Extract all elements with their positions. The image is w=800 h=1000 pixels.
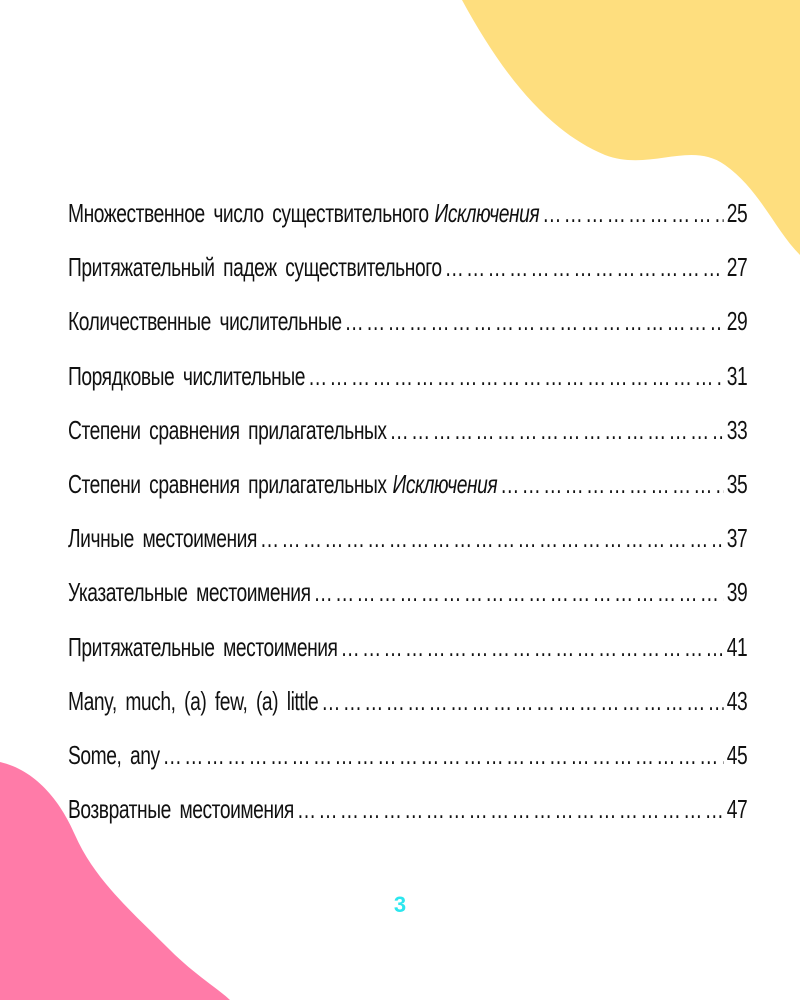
toc-entry[interactable] bbox=[68, 620, 747, 674]
toc-entry[interactable] bbox=[68, 728, 747, 782]
dot-leader bbox=[321, 674, 724, 728]
dot-leader bbox=[297, 782, 724, 836]
toc-entry-page: 43 bbox=[726, 685, 748, 716]
dot-leader bbox=[314, 565, 724, 619]
toc-entry-title: Степени сравнения прилагательных bbox=[68, 468, 387, 499]
dot-leader bbox=[340, 620, 723, 674]
toc-entry-title: Притяжательный падеж существительного bbox=[68, 252, 442, 283]
toc-entry-page: 35 bbox=[726, 468, 748, 499]
dot-leader bbox=[345, 294, 724, 348]
toc-entry-note: Исключения bbox=[392, 468, 498, 499]
toc-entry-title: Указательные местоимения bbox=[68, 577, 311, 608]
toc-entry-page: 25 bbox=[726, 198, 748, 228]
dot-leader bbox=[163, 728, 724, 782]
toc-entry[interactable] bbox=[68, 565, 747, 619]
toc-entry-page: 37 bbox=[726, 523, 748, 554]
toc-entry-page: 41 bbox=[726, 631, 748, 662]
toc-entry[interactable] bbox=[68, 186, 747, 240]
toc-entry[interactable] bbox=[68, 240, 747, 294]
toc-entry[interactable] bbox=[68, 349, 747, 403]
toc-entry-page: 31 bbox=[726, 360, 748, 391]
dot-leader bbox=[542, 186, 724, 240]
table-of-contents bbox=[68, 186, 748, 836]
toc-entry[interactable] bbox=[68, 403, 747, 457]
toc-entry-title: Множественное число существительного bbox=[68, 198, 429, 228]
toc-entry-title: Личные местоимения bbox=[68, 523, 257, 554]
toc-entry[interactable] bbox=[68, 782, 747, 836]
toc-entry-page: 33 bbox=[726, 414, 748, 445]
toc-entry[interactable] bbox=[68, 457, 747, 511]
toc-entry[interactable] bbox=[68, 294, 747, 348]
toc-entry-page: 45 bbox=[726, 739, 748, 770]
toc-entry-title: Количественные числительные bbox=[68, 306, 342, 337]
dot-leader bbox=[390, 403, 724, 457]
dot-leader bbox=[260, 511, 724, 565]
toc-entry[interactable] bbox=[68, 511, 747, 565]
toc-entry-title: Степени сравнения прилагательных bbox=[68, 414, 387, 445]
toc-entry-title: Порядковые числительные bbox=[68, 360, 306, 391]
toc-entry[interactable] bbox=[68, 674, 747, 728]
toc-entry-page: 27 bbox=[726, 252, 748, 283]
dot-leader bbox=[500, 457, 724, 511]
toc-entry-title: Притяжательные местоимения bbox=[68, 631, 338, 662]
dot-leader bbox=[308, 349, 724, 403]
toc-entry-page: 29 bbox=[726, 306, 748, 337]
page-number: 3 bbox=[393, 892, 407, 917]
toc-entry-page: 39 bbox=[726, 577, 748, 608]
toc-entry-title: Many, much, (a) few, (a) little bbox=[68, 685, 319, 716]
toc-entry-page: 47 bbox=[726, 794, 748, 825]
dot-leader bbox=[445, 240, 724, 294]
toc-entry-title: Some, any bbox=[68, 739, 160, 770]
toc-entry-title: Возвратные местоимения bbox=[68, 794, 294, 825]
toc-entry-note: Исключения bbox=[434, 198, 540, 228]
